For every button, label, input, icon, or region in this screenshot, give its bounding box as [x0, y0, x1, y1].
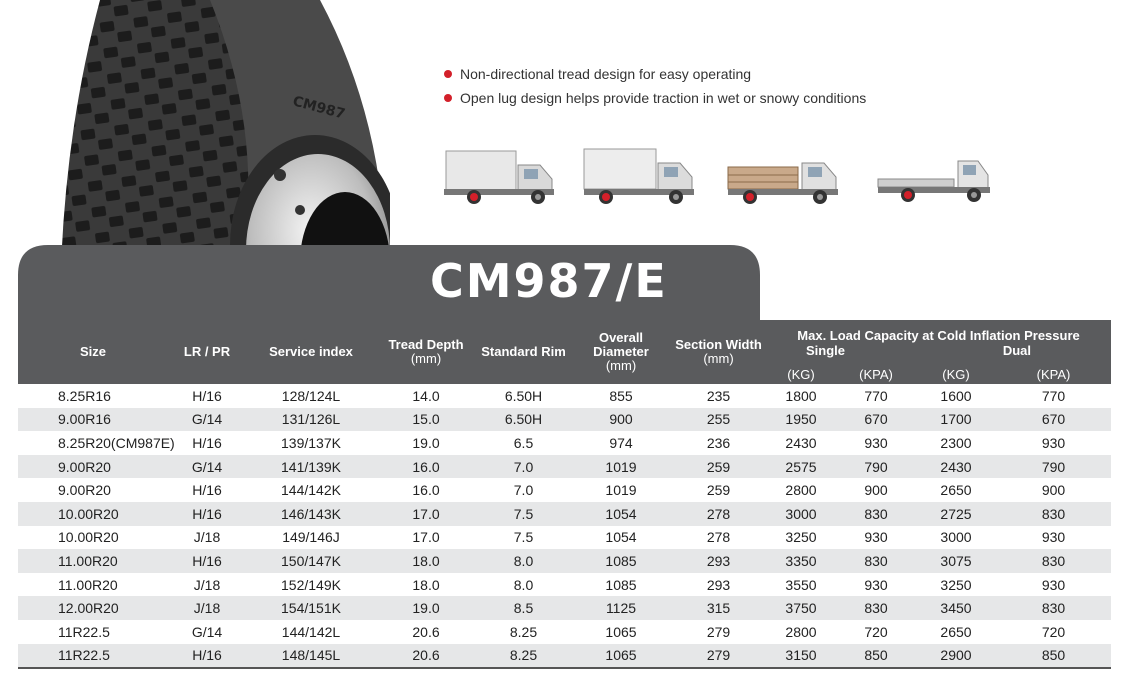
- col-tread: Tread Depth (mm): [376, 320, 476, 384]
- table-cell: 259: [671, 455, 766, 479]
- table-cell: 720: [996, 620, 1111, 644]
- spec-table: [18, 320, 1111, 669]
- table-cell: 2650: [916, 620, 996, 644]
- table-cell: 18.0: [376, 549, 476, 573]
- table-row: [18, 526, 1111, 550]
- col-single-kg: (KG): [766, 366, 836, 384]
- truck-applications: [440, 145, 1000, 210]
- table-body: [18, 384, 1111, 668]
- table-cell: 279: [671, 620, 766, 644]
- box-truck-icon: [440, 145, 560, 210]
- table-cell: 930: [996, 526, 1111, 550]
- sidewall-text: CM987: [290, 93, 347, 123]
- table-cell: 3000: [916, 526, 996, 550]
- table-cell: 790: [996, 455, 1111, 479]
- table-cell: 17.0: [376, 526, 476, 550]
- table-cell: 8.0: [476, 549, 571, 573]
- feature-item: Non-directional tread design for easy operating: [444, 62, 866, 86]
- table-cell: 11.00R20: [18, 549, 168, 573]
- col-service: Service index: [246, 320, 376, 384]
- table-cell: 2650: [916, 478, 996, 502]
- table-row: [18, 573, 1111, 597]
- table-cell: 148/145L: [246, 644, 376, 669]
- table-cell: 670: [996, 408, 1111, 432]
- table-cell: 974: [571, 431, 671, 455]
- table-cell: 279: [671, 644, 766, 669]
- table-cell: J/18: [168, 596, 246, 620]
- table-cell: 259: [671, 478, 766, 502]
- table-cell: 141/139K: [246, 455, 376, 479]
- table-cell: 1054: [571, 502, 671, 526]
- table-cell: 850: [836, 644, 916, 669]
- table-cell: H/16: [168, 478, 246, 502]
- table-cell: 9.00R16: [18, 408, 168, 432]
- bullet-icon: [444, 70, 452, 78]
- table-cell: 1019: [571, 478, 671, 502]
- table-cell: 720: [836, 620, 916, 644]
- table-cell: 128/124L: [246, 384, 376, 408]
- table-cell: 278: [671, 502, 766, 526]
- col-diameter: Overall Diameter (mm): [571, 320, 671, 384]
- table-cell: 2430: [766, 431, 836, 455]
- table-cell: J/18: [168, 526, 246, 550]
- table-cell: 236: [671, 431, 766, 455]
- table-cell: 1054: [571, 526, 671, 550]
- col-width: Section Width (mm): [671, 320, 766, 384]
- table-cell: 8.0: [476, 573, 571, 597]
- table-cell: H/16: [168, 644, 246, 669]
- bullet-icon: [444, 94, 452, 102]
- table-cell: 2800: [766, 620, 836, 644]
- table-row: [18, 644, 1111, 669]
- table-cell: 3000: [766, 502, 836, 526]
- table-cell: 2900: [916, 644, 996, 669]
- table-cell: 131/126L: [246, 408, 376, 432]
- table-cell: 1700: [916, 408, 996, 432]
- table-cell: 1600: [916, 384, 996, 408]
- table-cell: 830: [996, 549, 1111, 573]
- table-cell: 3450: [916, 596, 996, 620]
- table-cell: 278: [671, 526, 766, 550]
- table-cell: 1065: [571, 620, 671, 644]
- table-row: [18, 455, 1111, 479]
- table-cell: 146/143K: [246, 502, 376, 526]
- flatbed-truck-icon: [874, 145, 994, 210]
- table-cell: 3550: [766, 573, 836, 597]
- van-truck-icon: [580, 145, 700, 210]
- col-single-kpa: (KPA): [836, 366, 916, 384]
- table-cell: 7.5: [476, 526, 571, 550]
- table-cell: 8.25: [476, 620, 571, 644]
- table-cell: 7.0: [476, 455, 571, 479]
- table-cell: 152/149K: [246, 573, 376, 597]
- table-row: [18, 620, 1111, 644]
- col-lrpr: LR / PR: [168, 320, 246, 384]
- table-cell: 144/142L: [246, 620, 376, 644]
- table-cell: 20.6: [376, 620, 476, 644]
- table-cell: 2430: [916, 455, 996, 479]
- table-cell: 235: [671, 384, 766, 408]
- table-cell: 830: [996, 596, 1111, 620]
- table-cell: 19.0: [376, 596, 476, 620]
- table-cell: 15.0: [376, 408, 476, 432]
- table-cell: G/14: [168, 408, 246, 432]
- table-cell: 855: [571, 384, 671, 408]
- table-cell: 8.25R20(CM987E): [18, 431, 168, 455]
- table-cell: 3150: [766, 644, 836, 669]
- table-cell: J/18: [168, 573, 246, 597]
- table-row: [18, 408, 1111, 432]
- table-cell: 770: [836, 384, 916, 408]
- table-cell: 1125: [571, 596, 671, 620]
- table-cell: 790: [836, 455, 916, 479]
- table-cell: 1019: [571, 455, 671, 479]
- table-cell: 930: [996, 573, 1111, 597]
- table-cell: 3750: [766, 596, 836, 620]
- table-cell: 19.0: [376, 431, 476, 455]
- table-cell: 149/146J: [246, 526, 376, 550]
- table-cell: 1085: [571, 549, 671, 573]
- table-cell: 255: [671, 408, 766, 432]
- table-row: [18, 478, 1111, 502]
- table-cell: 150/147K: [246, 549, 376, 573]
- col-dual-kg: (KG): [916, 366, 996, 384]
- table-cell: 670: [836, 408, 916, 432]
- table-cell: 20.6: [376, 644, 476, 669]
- table-cell: 16.0: [376, 455, 476, 479]
- table-cell: 830: [836, 502, 916, 526]
- table-cell: 11R22.5: [18, 620, 168, 644]
- table-cell: 6.50H: [476, 384, 571, 408]
- col-size: Size: [18, 320, 168, 384]
- table-row: [18, 502, 1111, 526]
- table-row: [18, 596, 1111, 620]
- table-cell: H/16: [168, 431, 246, 455]
- feature-item: Open lug design helps provide traction in wet or snowy conditions: [444, 86, 866, 110]
- table-cell: 2725: [916, 502, 996, 526]
- table-cell: 12.00R20: [18, 596, 168, 620]
- table-cell: 830: [996, 502, 1111, 526]
- col-rim: Standard Rim: [476, 320, 571, 384]
- table-cell: 154/151K: [246, 596, 376, 620]
- table-cell: 930: [996, 431, 1111, 455]
- table-cell: 10.00R20: [18, 502, 168, 526]
- table-cell: 770: [996, 384, 1111, 408]
- table-cell: 9.00R20: [18, 455, 168, 479]
- table-cell: 900: [996, 478, 1111, 502]
- table-cell: 8.25: [476, 644, 571, 669]
- table-cell: 2575: [766, 455, 836, 479]
- table-cell: 11.00R20: [18, 573, 168, 597]
- table-cell: 1800: [766, 384, 836, 408]
- table-cell: 8.5: [476, 596, 571, 620]
- table-cell: 1950: [766, 408, 836, 432]
- table-cell: 900: [571, 408, 671, 432]
- feature-list: [444, 62, 866, 110]
- table-row: [18, 431, 1111, 455]
- table-cell: 930: [836, 431, 916, 455]
- table-cell: 7.0: [476, 478, 571, 502]
- table-cell: 3250: [916, 573, 996, 597]
- table-cell: 930: [836, 526, 916, 550]
- table-row: [18, 549, 1111, 573]
- table-cell: 9.00R20: [18, 478, 168, 502]
- table-cell: 3250: [766, 526, 836, 550]
- model-title: CM987/E: [430, 254, 668, 308]
- table-cell: 7.5: [476, 502, 571, 526]
- table-cell: 3350: [766, 549, 836, 573]
- col-dual-kpa: (KPA): [996, 366, 1111, 384]
- table-cell: H/16: [168, 502, 246, 526]
- table-row: [18, 384, 1111, 408]
- table-cell: 830: [836, 596, 916, 620]
- table-cell: 17.0: [376, 502, 476, 526]
- table-cell: H/16: [168, 549, 246, 573]
- table-cell: 6.5: [476, 431, 571, 455]
- table-cell: 18.0: [376, 573, 476, 597]
- table-cell: 850: [996, 644, 1111, 669]
- table-cell: 14.0: [376, 384, 476, 408]
- table-cell: 1065: [571, 644, 671, 669]
- table-cell: 1085: [571, 573, 671, 597]
- table-cell: 2300: [916, 431, 996, 455]
- table-cell: H/16: [168, 384, 246, 408]
- table-cell: 293: [671, 549, 766, 573]
- table-cell: G/14: [168, 620, 246, 644]
- table-cell: 2800: [766, 478, 836, 502]
- table-cell: 16.0: [376, 478, 476, 502]
- table-cell: 315: [671, 596, 766, 620]
- table-cell: 830: [836, 549, 916, 573]
- table-cell: 930: [836, 573, 916, 597]
- table-cell: 139/137K: [246, 431, 376, 455]
- table-cell: G/14: [168, 455, 246, 479]
- table-cell: 144/142K: [246, 478, 376, 502]
- table-cell: 900: [836, 478, 916, 502]
- col-maxload: Max. Load Capacity at Cold Inflation Pressure Single Dual: [766, 320, 1111, 366]
- stake-truck-icon: [724, 145, 844, 210]
- table-cell: 10.00R20: [18, 526, 168, 550]
- table-cell: 8.25R16: [18, 384, 168, 408]
- table-cell: 6.50H: [476, 408, 571, 432]
- table-cell: 3075: [916, 549, 996, 573]
- table-cell: 293: [671, 573, 766, 597]
- table-cell: 11R22.5: [18, 644, 168, 669]
